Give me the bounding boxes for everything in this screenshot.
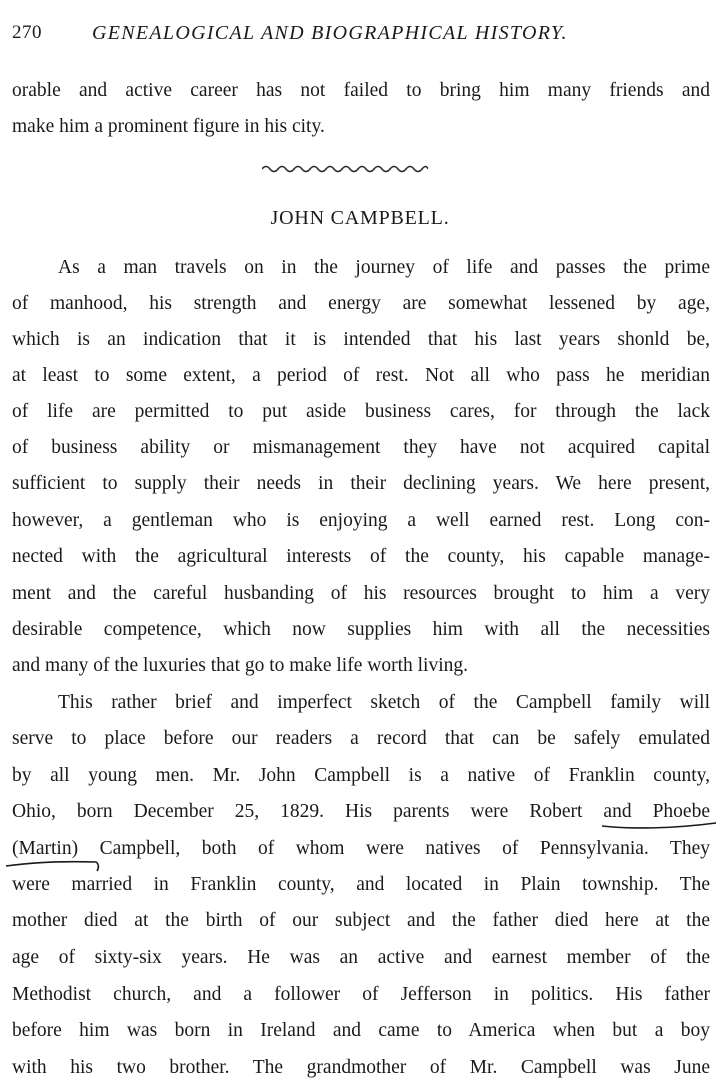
paragraph-line: (Martin) Campbell, both of whom were natives of Pennsylvania. They — [12, 838, 710, 859]
paragraph-line: mother died at the birth of our subject and the father died here at the — [12, 910, 710, 931]
paragraph-line: As a man travels on in the journey of life and passes the prime — [58, 257, 710, 278]
paragraph-line: serve to place before our readers a record that can be safely emulated — [12, 728, 710, 749]
paragraph-line: and many of the luxuries that go to make life worth living. — [12, 655, 468, 676]
paragraph-line: nected with the agricultural interests of the county, his capable manage- — [12, 546, 710, 567]
paragraph-line: of life are permitted to put aside business cares, for through the lack — [12, 401, 710, 422]
running-head — [12, 18, 712, 48]
paragraph-line: which is an indication that it is intended that his last years shonld be, — [12, 329, 710, 350]
paragraph-line: desirable competence, which now supplies him with all the necessities — [12, 619, 710, 640]
paragraph-line: Ohio, born December 25, 1829. His parents were Robert and Phoebe — [12, 801, 710, 822]
paragraph-line: This rather brief and imperfect sketch of the Campbell family will — [58, 692, 710, 713]
section-heading: JOHN CAMPBELL. — [270, 207, 450, 229]
paragraph-line: sufficient to supply their needs in their declining years. We here present, — [12, 473, 710, 494]
paragraph-line: age of sixty-six years. He was an active and earnest member of the — [12, 947, 710, 968]
running-title: GENEALOGICAL AND BIOGRAPHICAL HISTORY. — [92, 22, 568, 44]
intro-line: orable and active career has not failed to bring him many friends and — [12, 80, 710, 101]
paragraph-line: at least to some extent, a period of rest. Not all who pass he meridian — [12, 365, 710, 386]
paragraph-line: by all young men. Mr. John Campbell is a native of Franklin county, — [12, 765, 710, 786]
paragraph-line: before him was born in Ireland and came to America when but a boy — [12, 1020, 710, 1041]
page-number: 270 — [12, 22, 42, 43]
paragraph-line: however, a gentleman who is enjoying a well earned rest. Long con- — [12, 510, 710, 531]
wavy-divider-ornament — [262, 162, 428, 176]
paragraph-line: of manhood, his strength and energy are somewhat lessened by age, — [12, 293, 710, 314]
paragraph-line: with his two brother. The grandmother of Mr. Campbell was June — [12, 1057, 710, 1078]
intro-line: make him a prominent figure in his city. — [12, 116, 325, 137]
paragraph-line: ment and the careful husbanding of his resources brought to him a very — [12, 583, 710, 604]
paragraph-line: Methodist church, and a follower of Jefferson in politics. His father — [12, 984, 710, 1005]
paragraph-line: of business ability or mismanagement they have not acquired capital — [12, 437, 710, 458]
paragraph-line: were married in Franklin county, and located in Plain township. The — [12, 874, 710, 895]
